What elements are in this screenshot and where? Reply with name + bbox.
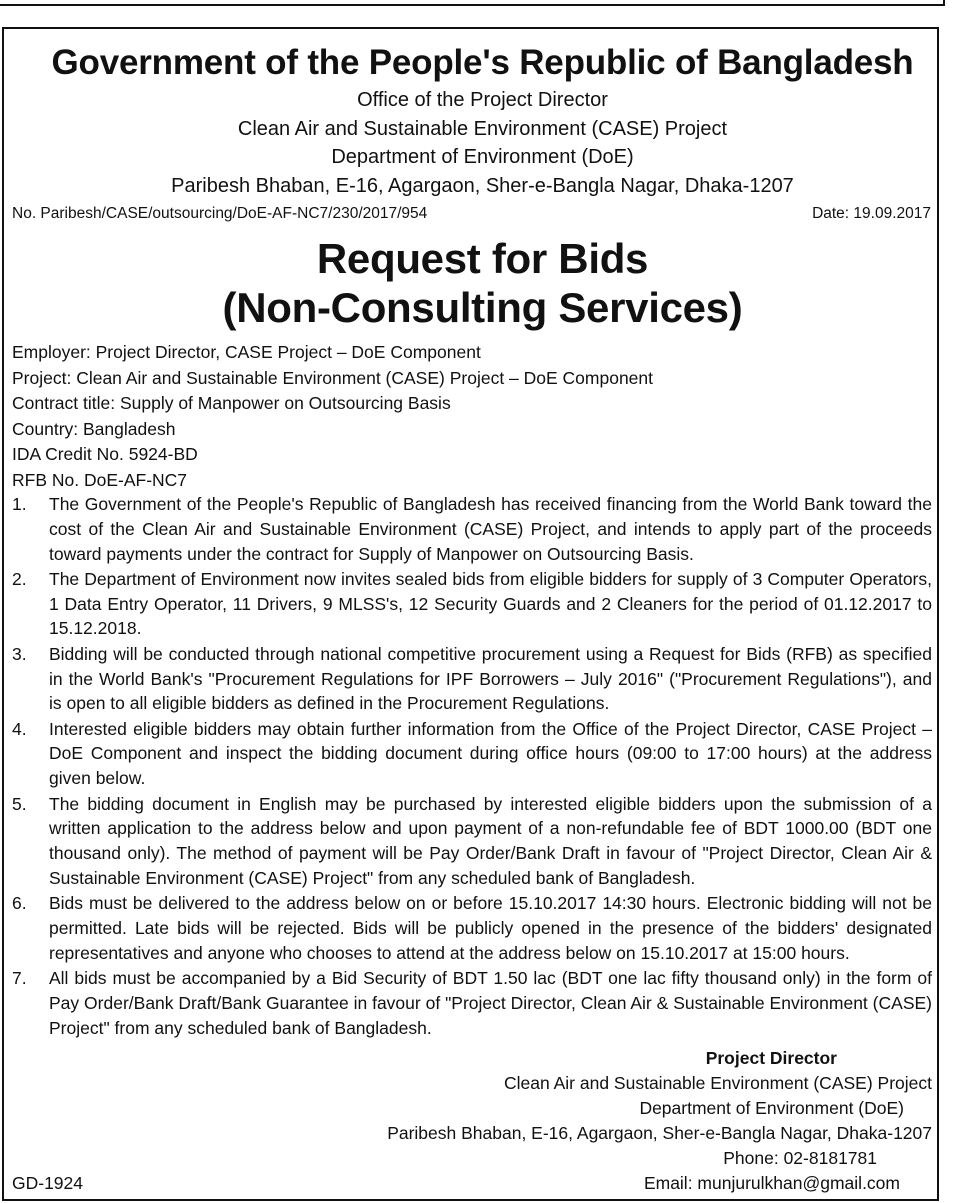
clause-item [12, 792, 932, 891]
clause-item [12, 966, 932, 1040]
office-name: Office of the Project Director [357, 89, 608, 111]
signatory-address: Paribesh Bhaban, E-16, Agargaon, Sher-e-Bangla Nagar, Dhaka-1207 [387, 1123, 932, 1143]
clause-number: 5. [12, 793, 27, 814]
clause-item [12, 717, 932, 791]
clause-item [12, 567, 932, 641]
letterhead [0, 40, 965, 200]
project-name: Clean Air and Sustainable Environment (CASE) Project [237, 117, 728, 140]
signatory-project: Clean Air and Sustainable Environment (CASE) Project [504, 1073, 932, 1093]
signatory-department: Department of Environment (DoE) [639, 1098, 904, 1118]
country-line: Country: Bangladesh [12, 418, 176, 439]
reference-line [12, 205, 931, 223]
notice-title [0, 234, 965, 332]
clause-item [12, 642, 932, 716]
clause-text: The bidding document in English may be purchased by interested eligible bidders upon the submission of a written application to the address below and upon payment of a non-refundable fee of BDT 1000.00 (BDT one thousand only). The method of payment will be Pay Order/Bank Draft in favour of "Project Director, Clean Air & Sustainable Environment (CASE) Project" from any scheduled bank of Bangladesh. [49, 793, 932, 888]
project-line: Project: Clean Air and Sustainable Environment (CASE) Project – DoE Component [12, 367, 654, 388]
reference-number: No. Paribesh/CASE/outsourcing/DoE-AF-NC7/230/2017/954 [12, 205, 428, 222]
ida-credit-line: IDA Credit No. 5924-BD [12, 444, 198, 464]
title-line-1: Request for Bids [316, 235, 649, 282]
clause-number: 4. [12, 718, 27, 739]
contract-line: Contract title: Supply of Manpower on Outsourcing Basis [12, 393, 451, 413]
government-name: Government of the People's Republic of Bangladesh [51, 43, 914, 82]
clause-number: 3. [12, 643, 27, 664]
clause-text: The Government of the People's Republic of Bangladesh has received financing from the World Bank toward the cost of the Clean Air and Sustainable Environment (CASE) Project, and intends to apply part of the proceeds toward payments under the contract for Supply of Manpower on Outsourcing Basis. [49, 494, 932, 564]
bid-metadata [12, 340, 653, 493]
clause-number: 6. [12, 893, 27, 914]
department-name: Department of Environment (DoE) [331, 146, 634, 168]
clause-number: 1. [12, 494, 27, 514]
clause-text: Bids must be delivered to the address below on or before 15.10.2017 14:30 hours. Electronic bidding will not be permitted. Late bids will be rejected. Bids will be publicly opened in the presence of the bidders' designated representatives and anyone who chooses to attend at the address below on 15.10.2017 at 15:00 hours. [49, 893, 932, 963]
notice-date: Date: 19.09.2017 [812, 205, 931, 222]
numbered-clauses [12, 492, 932, 1041]
clause-item [12, 492, 932, 566]
signatory-title: Project Director [705, 1048, 837, 1068]
clause-text: Bidding will be conducted through national competitive procurement using a Request for Bids (RFB) as specified in the World Bank's "Procurement Regulations for IPF Borrowers – July 2016" ("Procurement Regulations"), and is open to all eligible bidders as defined in the Procurement Regulations. [49, 643, 932, 714]
top-border [0, 0, 945, 6]
clause-text: Interested eligible bidders may obtain further information from the Office of the Project Director, CASE Project – DoE Component and inspect the bidding document during office hours (09:00 to 17:00 hours) at the address given below. [49, 718, 932, 789]
clause-number: 2. [12, 568, 27, 589]
gd-code: GD-1924 [12, 1173, 84, 1193]
clause-number: 7. [12, 968, 27, 989]
signature-block [387, 1046, 932, 1196]
rfb-line: RFB No. DoE-AF-NC7 [12, 469, 188, 490]
office-address: Paribesh Bhaban, E-16, Agargaon, Sher-e-Bangla Nagar, Dhaka-1207 [171, 174, 794, 197]
signatory-phone: Phone: 02-8181781 [723, 1148, 877, 1168]
title-line-2: (Non-Consulting Services) [222, 284, 743, 331]
clause-item [12, 891, 932, 965]
signatory-email: Email: munjurulkhan@gmail.com [643, 1173, 900, 1193]
clause-text: All bids must be accompanied by a Bid Security of BDT 1.50 lac (BDT one lac fifty thousand only) in the form of Pay Order/Bank Draft/Bank Guarantee in favour of "Project Director, Clean Air & Sustainable Environment (CASE) Project" from any scheduled bank of Bangladesh. [49, 968, 932, 1038]
employer-line: Employer: Project Director, CASE Project – DoE Component [12, 342, 481, 362]
clause-text: The Department of Environment now invites sealed bids from eligible bidders for supply of 3 Computer Operators, 1 Data Entry Operator, 11 Drivers, 9 MLSS's, 12 Security Guards and 2 Cleaners for the period of 01.12.2017 to 15.12.2018. [49, 568, 932, 639]
